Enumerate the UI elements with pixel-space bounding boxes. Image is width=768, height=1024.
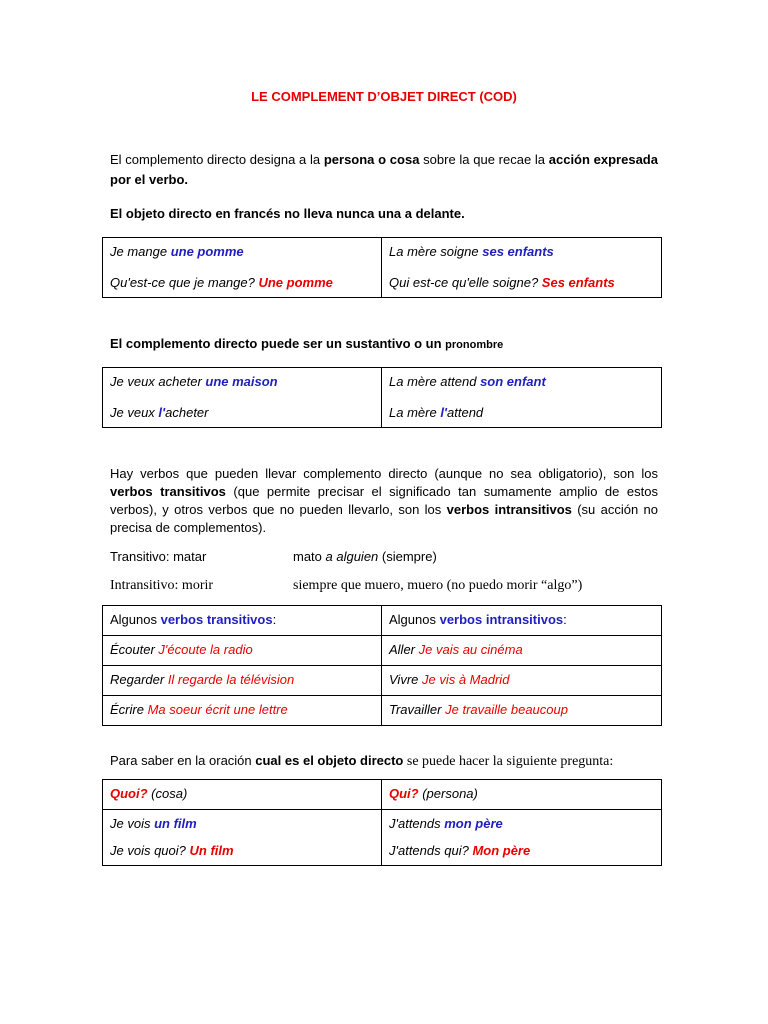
- question-word: Quoi?: [110, 786, 148, 801]
- intro-bold-persona: persona o cosa: [323, 152, 420, 167]
- table-cell: [382, 696, 662, 726]
- cell-highlight: verbos transitivos: [160, 612, 273, 627]
- cell-text: acheter: [165, 405, 209, 420]
- table-header-row: [103, 780, 662, 810]
- cell-highlight: une pomme: [170, 244, 244, 259]
- table-row: [103, 666, 662, 696]
- table-cell: [382, 238, 662, 298]
- table-header-cell: [103, 606, 382, 636]
- cell-text: Algunos: [110, 612, 161, 627]
- verb-example: Je travaille beaucoup: [445, 702, 568, 717]
- table-cell: [103, 696, 382, 726]
- cell-text: Je veux acheter: [110, 374, 206, 389]
- cell-text: :: [272, 612, 277, 627]
- intro-text-2: sobre la que recae la: [419, 152, 549, 167]
- section3-paragraph: [110, 465, 658, 537]
- cell-answer: Mon père: [472, 843, 531, 858]
- table-cell: [382, 810, 662, 866]
- cell-text: La mère attend: [389, 374, 481, 389]
- cell-highlight: une maison: [205, 374, 278, 389]
- para-bold: verbos transitivos: [110, 484, 226, 499]
- para-text: Para saber en la oración: [110, 753, 256, 768]
- cell-text: Je veux: [110, 405, 159, 420]
- cell-text: La mère soigne: [389, 244, 483, 259]
- table-row: [103, 810, 662, 866]
- para-bold: cual es el objeto directo: [255, 753, 404, 768]
- intro-rule: [110, 204, 658, 224]
- intro-paragraph: [110, 150, 658, 190]
- example-label: Transitivo: matar: [110, 549, 207, 564]
- cell-highlight: mon père: [444, 816, 503, 831]
- verb-example: Il regarde la télévision: [167, 672, 295, 687]
- verb-example: J'écoute la radio: [158, 642, 253, 657]
- table-cell: [103, 636, 382, 666]
- cell-text: Qu'est-ce que je mange?: [110, 275, 259, 290]
- table-cell: [103, 810, 382, 866]
- intransitive-example: [293, 578, 582, 594]
- para-text: se puede hacer la siguiente pregunta:: [403, 754, 614, 769]
- table-cell: [382, 368, 662, 428]
- table-cell: [103, 368, 382, 428]
- verbs-table: [102, 605, 662, 726]
- intro-bold-accion: acción expresada por el verbo.: [110, 152, 658, 187]
- page-title: LE COMPLEMENT D’OBJET DIRECT (COD): [251, 89, 517, 104]
- section4-paragraph: [110, 751, 658, 772]
- transitive-example: [293, 549, 437, 564]
- example-table-2: [102, 367, 662, 428]
- table-header-cell: [382, 606, 662, 636]
- intro-rule-text: El objeto directo en francés no lleva nunca una a delante.: [110, 206, 465, 221]
- verb-example: Je vis à Madrid: [422, 672, 510, 687]
- cell-pronoun: l': [440, 405, 448, 420]
- para-text: (que permite precisar el significado tan sumamente amplio de estos verbos), y otros verbos que no pueden llevarlo, son los: [110, 484, 658, 517]
- verb-example: Ma soeur écrit une lettre: [147, 702, 288, 717]
- table-cell: [382, 666, 662, 696]
- cell-text: Je vois quoi?: [110, 843, 190, 858]
- table-cell: [103, 238, 382, 298]
- cell-text: La mère: [389, 405, 441, 420]
- example-italic: a alguien: [325, 549, 379, 564]
- intransitive-example-label: [110, 578, 213, 594]
- cell-text: Je vois: [110, 816, 155, 831]
- example-text: mato: [293, 549, 326, 564]
- example-table-1: [102, 237, 662, 298]
- cell-answer: Une pomme: [258, 275, 333, 290]
- cell-answer: Un film: [189, 843, 234, 858]
- example-label: Intransitivo: morir: [110, 578, 214, 593]
- section2-heading-text: El complemento directo puede ser un sustantivo o un: [110, 336, 446, 351]
- verb-example: Je vais au cinéma: [418, 642, 523, 657]
- verb: Vivre: [389, 672, 422, 687]
- table-row: [103, 238, 662, 298]
- table-row: [103, 696, 662, 726]
- table-header-cell: [103, 780, 382, 810]
- cell-highlight: un film: [154, 816, 197, 831]
- question-word: Qui?: [389, 786, 419, 801]
- para-bold: verbos intransitivos: [446, 502, 572, 517]
- verb: Regarder: [110, 672, 168, 687]
- intro-text: El complemento directo designa a la: [110, 152, 324, 167]
- para-text: (su acción no precisa de complementos).: [110, 502, 658, 535]
- cell-text: J'attends: [389, 816, 445, 831]
- table-cell: [103, 666, 382, 696]
- table-header-cell: [382, 780, 662, 810]
- example-text: (siempre): [378, 549, 437, 564]
- transitive-example-label: [110, 549, 206, 564]
- verb: Écrire: [110, 702, 148, 717]
- cell-answer: Ses enfants: [541, 275, 615, 290]
- cell-text: attend: [447, 405, 484, 420]
- para-text: Hay verbos que pueden llevar complemento directo (aunque no sea obligatorio), son los: [110, 466, 658, 481]
- question-table: [102, 779, 662, 866]
- cell-text: J'attends qui?: [389, 843, 473, 858]
- table-row: [103, 636, 662, 666]
- cell-highlight: ses enfants: [482, 244, 554, 259]
- example-text: siempre que muero, muero (no puedo morir “algo”): [293, 578, 583, 593]
- verb: Aller: [389, 642, 419, 657]
- cell-text: :: [563, 612, 567, 627]
- table-cell: [382, 636, 662, 666]
- verb: Travailler: [389, 702, 446, 717]
- cell-text: Algunos: [389, 612, 440, 627]
- cell-text: Qui est-ce qu'elle soigne?: [389, 275, 542, 290]
- cell-highlight: verbos intransitivos: [439, 612, 564, 627]
- cell-text: (cosa): [147, 786, 188, 801]
- table-header-row: [103, 606, 662, 636]
- section2-heading-small: pronombre: [445, 339, 504, 351]
- cell-text: Je mange: [110, 244, 171, 259]
- cell-text: (persona): [418, 786, 478, 801]
- cell-pronoun: l': [158, 405, 166, 420]
- table-row: [103, 368, 662, 428]
- verb: Écouter: [110, 642, 159, 657]
- section2-heading: [110, 334, 658, 355]
- cell-highlight: son enfant: [480, 374, 546, 389]
